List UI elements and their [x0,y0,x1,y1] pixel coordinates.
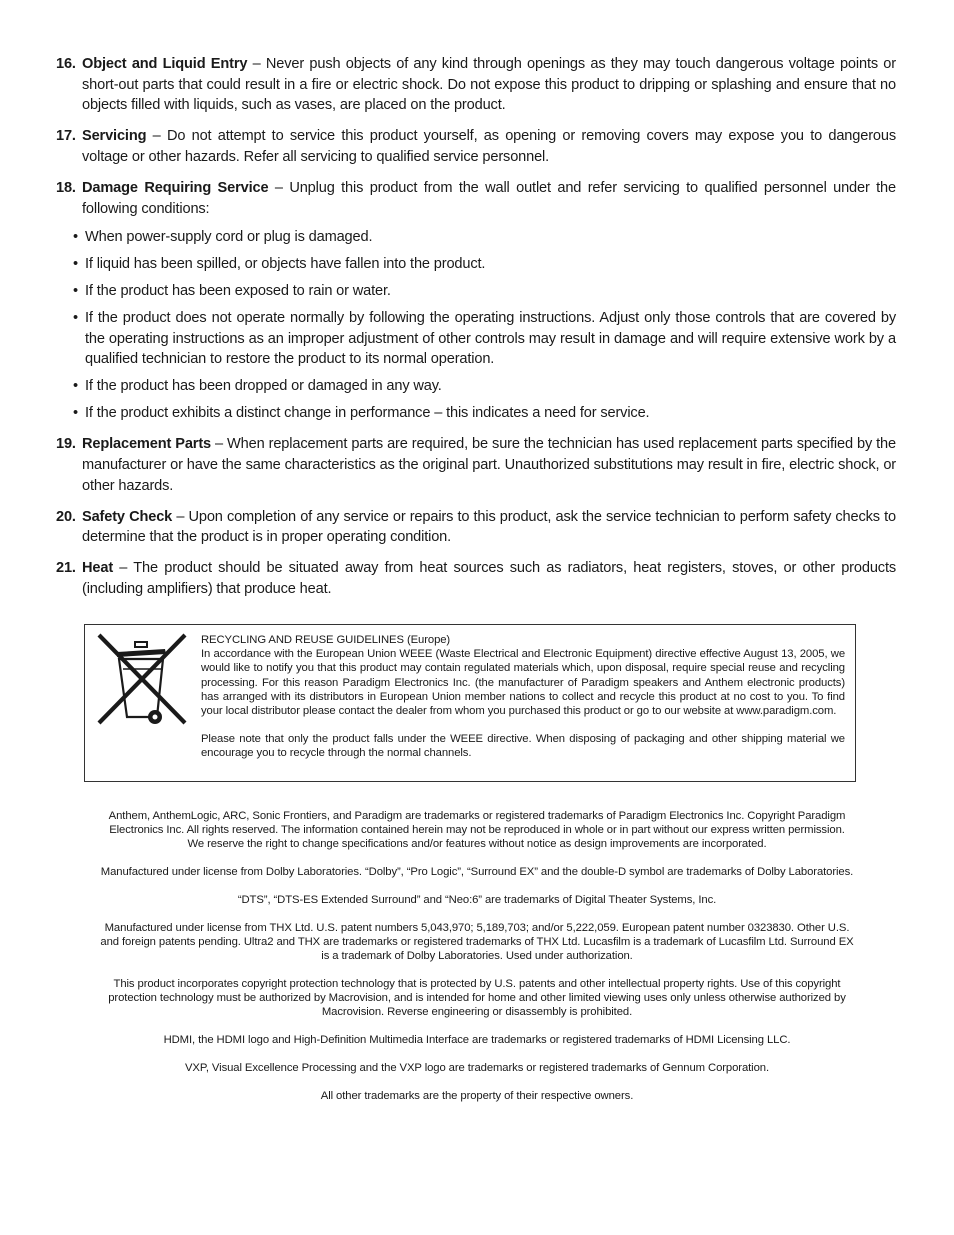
list-item [56,376,896,397]
legal-paragraph: VXP, Visual Excellence Processing and the VXP logo are trademarks or registered trademarks of Gennum Corporation. [185,1062,769,1074]
item-number: 21. [56,560,76,577]
list-item-text: If liquid has been spilled, or objects have fallen into the product. [85,255,486,272]
list-item [56,254,896,275]
instruction-item-21 [56,558,896,599]
item-title: Replacement Parts [82,436,211,453]
legal-paragraph: Manufactured under license from THX Ltd. U.S. patent numbers 5,043,970; 5,189,703; and/or 5,222,059. European patent number 0323830. Other U.S. and foreign patents pending. Ultra2 and THX are trademarks or registered trademarks of THX Ltd. Lucasfilm is a trademark of Lucasfilm Ltd. Surround EX is a trademark of Dolby Laboratories. Used under authorization. [100,921,854,963]
bullet-marker: • [73,255,78,272]
legal-paragraph: HDMI, the HDMI logo and High-Definition Multimedia Interface are trademarks or registered trademarks of HDMI Licensing LLC. [163,1034,791,1047]
weee-note: Please note that only the product falls under the WEEE directive. When disposing of packaging and other shipping material we encourage you to recycle through the normal channels. [201,733,845,760]
item-text: – When replacement parts are required, be sure the technician has used replacement parts specified by the manufacturer or have the same characteristics as the original part. Unauthorized substitutions may result in fire, electric shock, or other hazards. [82,436,896,494]
weee-heading: RECYCLING AND REUSE GUIDELINES (Europe) [201,634,451,646]
instruction-item-16 [56,54,896,116]
item-number: 16. [56,56,76,72]
list-item-text: If the product does not operate normally by following the operating instructions. Adjust only those controls that are covered by the operating instructions as an improper adjustment of other controls may result in damage and will require extensive work by a qualified technician to restore the product to its normal operation. [85,309,896,368]
list-item [56,403,896,424]
item-text: – Unplug this product from the wall outlet and refer servicing to qualified personnel under the following conditions: [82,179,896,217]
list-item-text: If the product exhibits a distinct change in performance – this indicates a need for service. [85,405,650,422]
item-number: 19. [56,436,76,453]
legal-paragraph: Manufactured under license from Dolby Laboratories. “Dolby”, “Pro Logic”, “Surround EX” and the double-D symbol are trademarks of Dolby Laboratories. [100,866,854,879]
bullet-marker: • [73,282,78,299]
legal-paragraph: All other trademarks are the property of their respective owners. [320,1089,634,1102]
bullet-marker: • [73,405,78,422]
item-title: Servicing [82,128,147,145]
instruction-item-20 [56,507,896,548]
item-title: Damage Requiring Service [82,179,269,196]
list-item [56,281,896,302]
safety-instructions [56,54,896,610]
item-title: Safety Check [82,508,173,525]
instruction-item-18 [56,178,896,219]
bullet-marker: • [73,378,78,395]
weee-notice-text [201,633,845,761]
trademark-notices [100,809,854,1117]
item-text: – Do not attempt to service this product yourself, as opening or removing covers may expose you to dangerous voltage or other hazards. Refer all servicing to qualified service personnel. [82,128,896,165]
bullet-marker: • [73,309,78,326]
item-text: – The product should be situated away from heat sources such as radiators, heat registers, stoves, or other products (including amplifiers) that produce heat. [82,560,896,597]
item-number: 20. [56,508,76,525]
list-item [56,308,896,370]
item-number: 17. [56,128,76,145]
list-item-text: If the product has been dropped or damaged in any way. [85,378,442,395]
item-number: 18. [56,179,76,196]
list-item [56,227,896,248]
bullet-marker: • [73,228,78,245]
weee-notice-box [84,624,856,782]
instruction-item-17 [56,126,896,167]
legal-paragraph: “DTS”, “DTS-ES Extended Surround” and “Neo:6” are trademarks of Digital Theater Systems, Inc. [237,894,717,906]
legal-paragraph: This product incorporates copyright protection technology that is protected by U.S. patents and other intellectual property rights. Use of this copyright protection technology must be authorized by Macrovision, and is intended for home and other limited viewing uses only unless otherwise authorized by Macrovision. Reverse engineering or disassembly is prohibited. [108,978,846,1019]
legal-paragraph: Anthem, AnthemLogic, ARC, Sonic Frontiers, and Paradigm are trademarks or registered trademarks of Paradigm Electronics Inc. Copyright Paradigm Electronics Inc. All rights reserved. The information contained herein may not be reproduced in whole or in part without our express written permission. We reserve the right to change specifications and/or features without notice as design improvements are incorporated. [108,810,846,851]
instruction-item-19 [56,434,896,496]
damage-conditions-list [56,227,896,424]
item-title: Heat [82,560,114,577]
list-item-text: When power-supply cord or plug is damaged. [85,228,373,245]
item-text: – Never push objects of any kind through openings as they may touch dangerous voltage points or short-out parts that could result in a fire or electric shock. Do not expose this product to dripping or splashing and ensure that no objects filled with liquids, such as vases, are placed on the product. [82,56,896,114]
list-item-text: If the product has been exposed to rain or water. [85,282,391,299]
weee-body: In accordance with the European Union WEEE (Waste Electrical and Electronic Equipment) directive effective August 13, 2005, we would like to notify you that this product may contain regulated materials which, upon disposal, require special reuse and recycling processing. For this reason Paradigm Electronics Inc. (the manufacturer of Paradigm speakers and Anthem electronic products) has arranged with its distributors in European Union member nations to collect and recycle this product at no cost to you. To find your local distributor please contact the dealer from whom you purchased this product or go to our website at www.paradigm.com. [201,648,845,718]
item-title: Object and Liquid Entry [82,56,248,72]
item-text: – Upon completion of any service or repairs to this product, ask the service technician to perform safety checks to determine that the product is in proper operating condition. [82,508,896,546]
crossed-out-wheelie-bin-icon [97,633,189,727]
